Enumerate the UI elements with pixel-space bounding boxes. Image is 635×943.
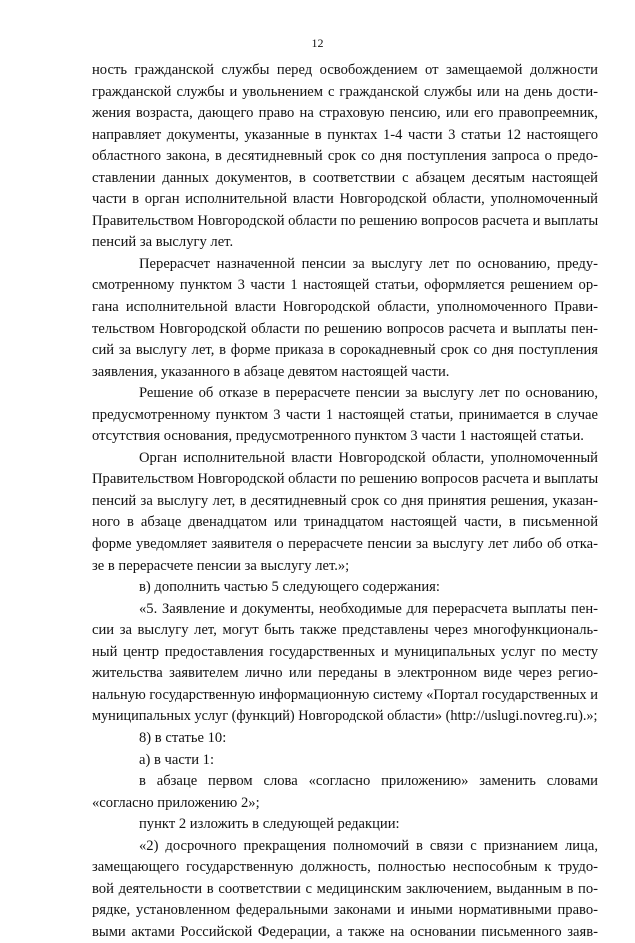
text-line: гана исполнительной власти Новгородской области, уполномоченного Прави-	[92, 299, 598, 316]
text-line: сий за выслугу лет, в форме приказа в сорокадневный срок со дня поступления	[92, 342, 598, 359]
text-line: части в орган исполнительной власти Новгородской области, уполномоченный	[92, 191, 598, 208]
text-line: сии за выслугу лет, могут быть также представлены через многофункциональ-	[92, 622, 598, 639]
text-line: рядке, установленном федеральными законами и иными нормативными право-	[92, 902, 598, 919]
text-line: выми актами Российской Федерации, а также на основании письменного заяв-	[92, 923, 598, 940]
text-line: ставлении данных документов, в соответствии с абзацем десятым настоящей	[92, 169, 598, 186]
text-line: пенсий за выслугу лет, в десятидневный срок со дня принятия решения, указан-	[92, 492, 598, 509]
text-line: жения возраста, дающего право на страховую пенсию, или его правопреемник,	[92, 105, 598, 122]
text-line: зе в перерасчете пенсии за выслугу лет.»;	[92, 557, 350, 574]
text-line: жительства заявителем лично или переданы в электронном виде через регио-	[92, 665, 598, 682]
text-line: вой деятельности в соответствии с медицинским заключением, выданным в по-	[92, 880, 598, 897]
text-line: Решение об отказе в перерасчете пенсии за выслугу лет по основанию,	[139, 385, 598, 402]
text-line: ный центр предоставления государственных и муниципальных услуг по месту	[92, 643, 598, 660]
text-line: смотренному пунктом 3 части 1 настоящей статьи, оформляется решением ор-	[92, 277, 598, 294]
text-line: пенсий за выслугу лет.	[92, 234, 234, 251]
text-line: гражданской службы и увольнением с гражданской службы или на день дости-	[92, 83, 598, 100]
text-line: ного в абзаце двенадцатом или тринадцатом настоящей части, в письменной	[92, 514, 598, 531]
text-line: Перерасчет назначенной пенсии за выслугу лет по основанию, преду-	[139, 255, 598, 272]
page-number: 12	[311, 36, 324, 50]
text-line: 8) в статье 10:	[139, 729, 227, 746]
text-line: а) в части 1:	[139, 751, 215, 768]
text-line: замещающего государственную должность, полностью неспособным к трудо-	[92, 859, 598, 876]
text-line: форме уведомляет заявителя о перерасчете пенсии за выслугу лет либо об отка-	[92, 536, 598, 553]
text-line: Правительством Новгородской области по решению вопросов расчета и выплаты	[92, 212, 599, 229]
text-line: Орган исполнительной власти Новгородской области, уполномоченный	[139, 449, 598, 466]
document-body	[92, 60, 598, 943]
text-line: Правительством Новгородской области по решению вопросов расчета и выплаты	[92, 471, 599, 488]
text-line: в) дополнить частью 5 следующего содержания:	[139, 579, 440, 596]
text-line: в абзаце первом слова «согласно приложению» заменить словами	[139, 773, 598, 790]
text-line: «5. Заявление и документы, необходимые для перерасчета выплаты пен-	[139, 600, 598, 617]
text-line: ность гражданской службы перед освобождением от замещаемой должности	[92, 62, 598, 78]
text-line: тельством Новгородской области по решению вопросов расчета и выплаты пен-	[92, 320, 598, 337]
text-line: областного закона, в десятидневный срок со дня поступления запроса о предо-	[92, 148, 598, 165]
text-line: пункт 2 изложить в следующей редакции:	[139, 816, 400, 833]
text-line: «согласно приложению 2»;	[92, 794, 260, 811]
text-line: нальную государственную информационную систему «Портал государственных и	[92, 686, 598, 703]
text-line: «2) досрочного прекращения полномочий в связи с признанием лица,	[139, 837, 598, 854]
text-line: направляет документы, указанные в пунктах 1-4 части 3 статьи 12 настоящего	[92, 126, 598, 143]
text-line: заявления, указанного в абзаце девятом настоящей части.	[92, 363, 450, 380]
text-line: отсутствия основания, предусмотренного пунктом 3 части 1 настоящей статьи.	[92, 428, 584, 445]
text-line: предусмотренному пунктом 3 части 1 настоящей статьи, принимается в случае	[92, 406, 598, 423]
text-line: муниципальных услуг (функций) Новгородской области» (http://uslugi.novreg.ru).»;	[92, 708, 598, 725]
